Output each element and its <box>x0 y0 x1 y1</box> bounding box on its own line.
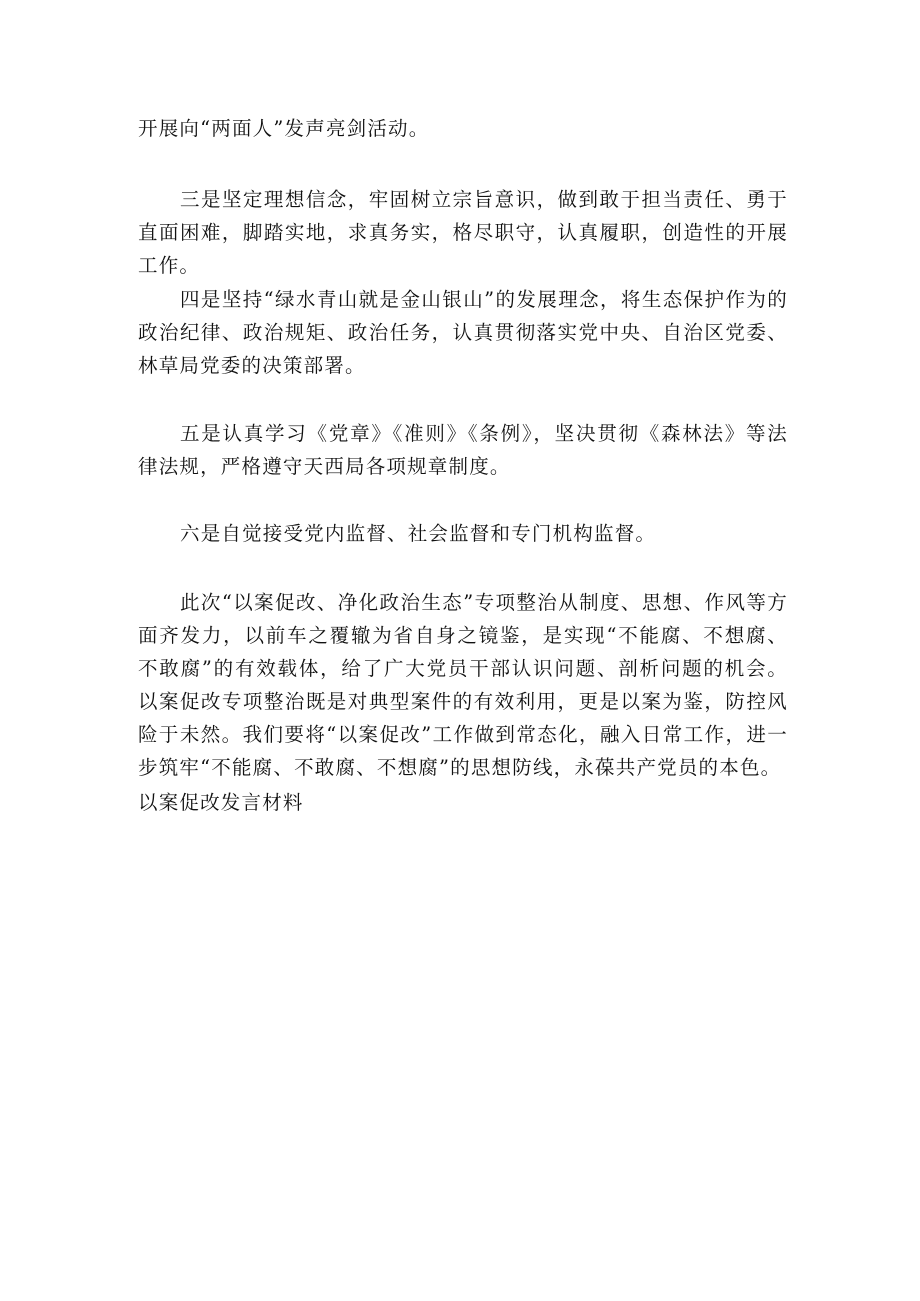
paragraph-point-six: 六是自觉接受党内监督、社会监督和专门机构监督。 <box>180 522 657 545</box>
paragraph-conclusion: 此次“以案促改、净化政治生态”专项整治从制度、思想、作风等方面齐发力，以前车之覆辙为省自身之镜鉴，是实现“不能腐、不想腐、不敢腐”的有效载体，给了广大党员干部认识问题、剖析问题的机会。以案促改专项整治既是对典型案件的有效利用，更是以案为鉴，防控风险于未然。我们要将“以案促改”工作做到常态化，融入日常工作，进一步筑牢“不能腐、不敢腐、不想腐”的思想防线，永葆共产党员的本色。 <box>138 591 788 779</box>
paragraph-continuation: 开展向“两面人”发声亮剑活动。 <box>138 117 430 140</box>
paragraph-point-five: 五是认真学习《党章》《准则》《条例》，坚决贯彻《森林法》等法律法规，严格遵守天西局各项规章制度。 <box>138 422 788 478</box>
paragraph-point-four: 四是坚持“绿水青山就是金山银山”的发展理念，将生态保护作为的政治纪律、政治规矩、政治任务，认真贯彻落实党中央、自治区党委、林草局党委的决策部署。 <box>138 288 788 377</box>
document-footer-title: 以案促改发言材料 <box>138 791 304 814</box>
paragraph-point-three: 三是坚定理想信念，牢固树立宗旨意识，做到敢于担当责任、勇于直面困难，脚踏实地，求真务实，格尽职守，认真履职，创造性的开展工作。 <box>138 188 788 277</box>
